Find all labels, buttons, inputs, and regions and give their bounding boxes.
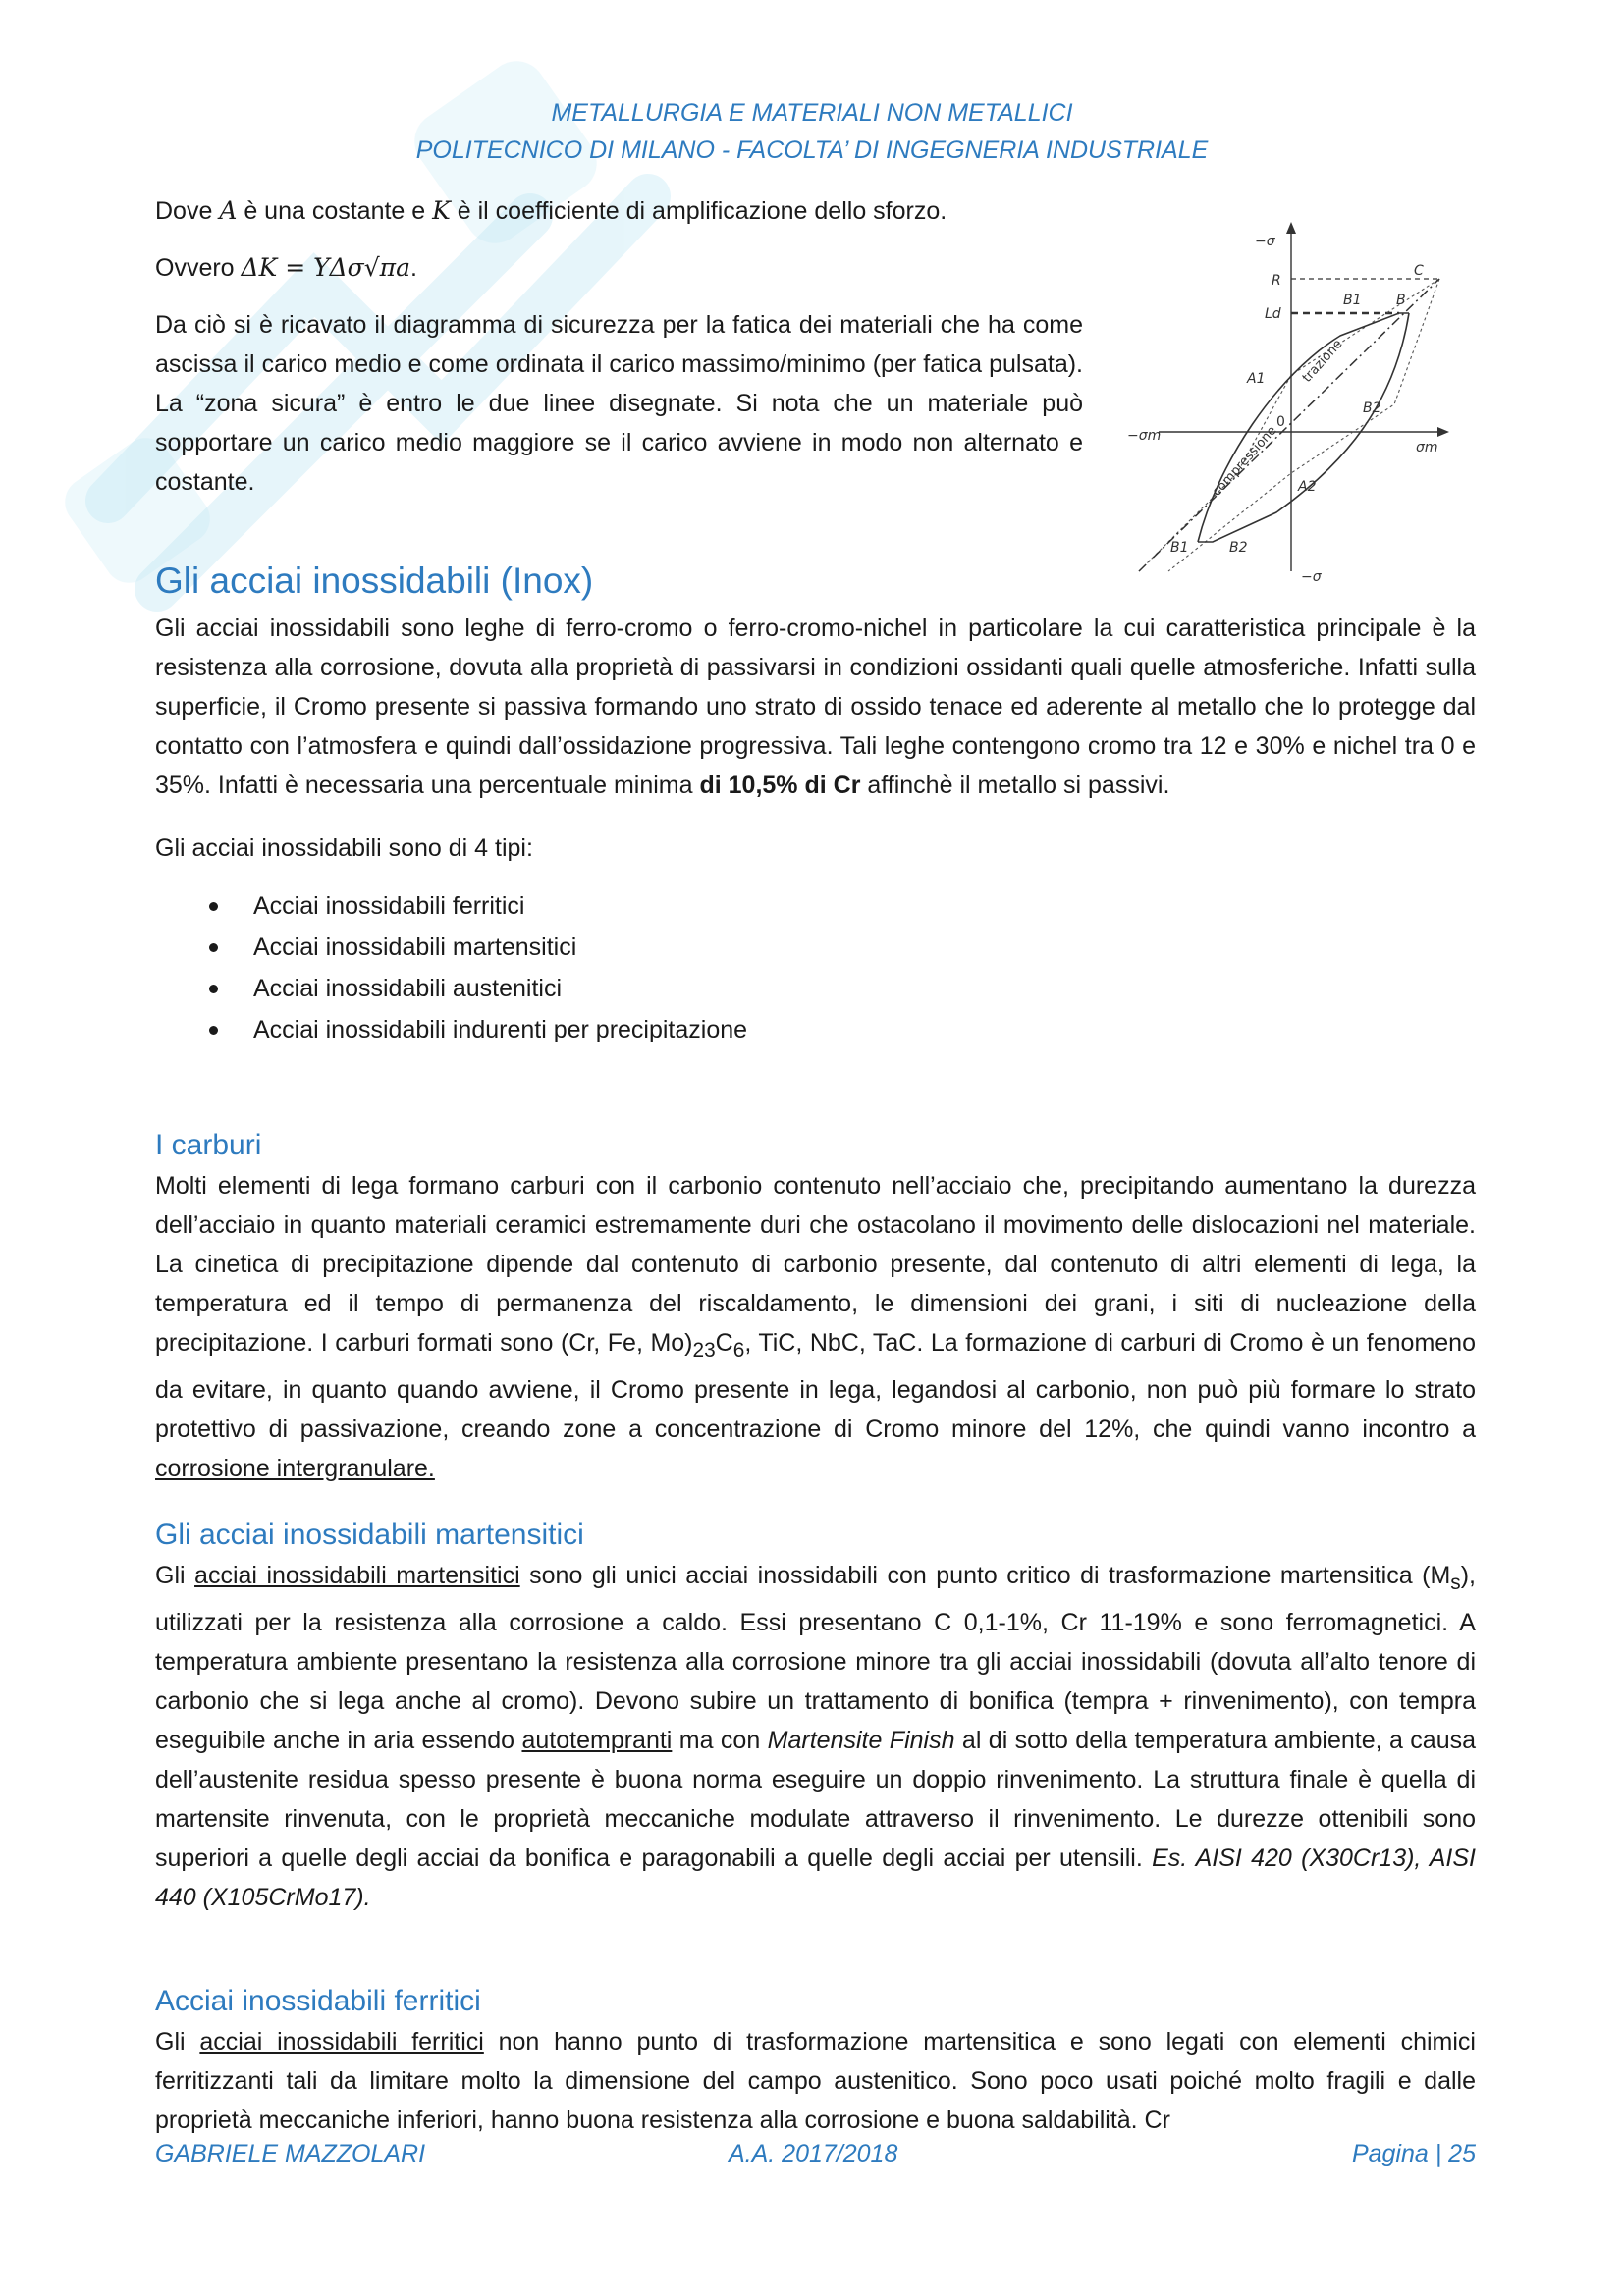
header-university: POLITECNICO DI MILANO - FACOLTA’ DI INGEGNERIA INDUSTRIALE bbox=[415, 136, 1209, 164]
label-neg-sigma-top: −σ bbox=[1255, 234, 1275, 249]
delta-k-formula: ΔK = YΔσ√πa bbox=[241, 253, 410, 282]
intro-definition: Dove A è una costante e K è il coefficiente di amplificazione dello sforzo. bbox=[155, 196, 947, 225]
label-Ld: Ld bbox=[1265, 306, 1281, 322]
list-item: Acciai inossidabili indurenti per precipitazione bbox=[155, 1009, 1476, 1050]
label-A1: A1 bbox=[1247, 371, 1266, 387]
aisi-examples: Es. AISI 420 (X30Cr13), AISI 440 (X105CrMo17). bbox=[155, 1844, 1476, 1911]
corrosione-intergranulare-term: corrosione intergranulare. bbox=[155, 1455, 435, 1482]
carburi-section bbox=[155, 1125, 1476, 1488]
carburi-paragraph: Molti elementi di lega formano carburi con il carbonio contenuto nell’acciaio che, precipitando aumentano la durezza dell’acciaio in quanto materiali ceramici estremamente duri che ostacolano il movimento delle dislocazioni nel materiale. La cinetica di precipitazione dipende dal contenuto di carbonio presente, dal contenuto di altri elementi di lega, la temperatura ed il tempo di permanenza del riscaldamento, le dimensioni dei grani, i siti di nucleazione della precipitazione. I carburi formati sono (Cr, Fe, $Mo)_{23}C_6$, TiC, NbC, TaC. La formazione di carburi di Cromo è un fenomeno da evitare, in quanto quando avviene, il Cromo presente in lega, legandosi al carbonio, non può più formare lo strato protettivo di passivazione, creando zone a concentrazione di Cromo minore del 12%, che quindi vanno incontro a corrosione intergranulare. bbox=[155, 1172, 1476, 1482]
page-header bbox=[157, 94, 1467, 169]
label-B: B bbox=[1396, 293, 1406, 308]
martensitici-section bbox=[155, 1515, 1476, 1917]
label-B1-top: B1 bbox=[1343, 293, 1362, 308]
label-sigma-m: σm bbox=[1416, 440, 1438, 455]
label-A2: A2 bbox=[1298, 479, 1317, 495]
inox-types-list bbox=[155, 885, 1476, 1050]
ferritici-paragraph: Gli acciai inossidabili ferritici non hanno punto di trasformazione martensitica e sono legati con elementi chimici ferritizzanti tali da limitare molto la dimensione del campo austenitico. Sono poco usati poiché molto fragili e dalle proprietà meccaniche inferiori, hanno buona resistenza alla corrosione e buona saldabilità. Cr bbox=[155, 2028, 1476, 2134]
martensitici-heading: Gli acciai inossidabili martensitici bbox=[155, 1519, 584, 1551]
label-B2-right: B2 bbox=[1363, 400, 1381, 416]
ferritici-heading: Acciai inossidabili ferritici bbox=[155, 1985, 481, 2017]
label-trazione: trazione bbox=[1299, 337, 1346, 386]
label-neg-sigma-m: −σm bbox=[1127, 428, 1162, 444]
list-item: Acciai inossidabili austenitici bbox=[155, 968, 1476, 1009]
inox-section bbox=[155, 558, 1476, 1050]
list-item: Acciai inossidabili martensitici bbox=[155, 927, 1476, 968]
ferritici-section bbox=[155, 1981, 1476, 2140]
label-compressione: compressione bbox=[1209, 423, 1280, 500]
label-R: R bbox=[1272, 273, 1281, 289]
martensitici-paragraph: Gli acciai inossidabili martensitici sono gli unici acciai inossidabili con punto critico di trasformazione martensitica $(M_s)$, utilizzati per la resistenza alla corrosione a caldo. Essi presentano C 0,1-1%, Cr 11-19% e sono ferromagnetici. A temperatura ambiente presentano la resistenza alla corrosione minore tra gli acciai inossidabili (dovuta all’alto tenore di carbonio che si lega anche al cromo). Devono subire un trattamento di bonifica (tempra + rinvenimento), con tempra eseguibile anche in aria essendo autotempranti ma con Martensite Finish al di sotto della temperatura ambiente, a causa dell’austenite residua spesso presente è buona norma eseguire un doppio rinvenimento. La struttura finale è quella di martensite rinvenuta, con le proprietà meccaniche modulate attraverso il rinvenimento. Le durezze ottenibili sono superiori a quelle degli acciai da bonifica e paragonabili a quelle degli acciai per utensili. Es. AISI 420 (X30Cr13), AISI 440 (X105CrMo17). bbox=[155, 1562, 1477, 1911]
carburi-heading: I carburi bbox=[155, 1129, 262, 1161]
diagonal-line bbox=[1139, 279, 1439, 571]
label-origin: 0 bbox=[1276, 414, 1285, 430]
inox-heading: Gli acciai inossidabili (Inox) bbox=[155, 561, 594, 601]
list-item: Acciai inossidabili ferritici bbox=[155, 885, 1476, 927]
intro-fatigue-paragraph: Da ciò si è ricavato il diagramma di sicurezza per la fatica dei materiali che ha come ascissa il carico medio e come ordinata il carico massimo/minimo (per fatica pulsata). La “zona sicura” è entro le due linee disegnate. Si nota che un materiale può sopportare un carico medio maggiore se il carico avviene in modo non alternato e costante. bbox=[155, 311, 1083, 496]
footer-author: GABRIELE MAZZOLARI bbox=[155, 2140, 426, 2167]
footer-academic-year: A.A. 2017/2018 bbox=[729, 2140, 898, 2167]
label-C: C bbox=[1414, 263, 1424, 279]
min-chromium-highlight: di 10,5% di Cr bbox=[699, 772, 861, 799]
footer-page-number: Pagina | 25 bbox=[1351, 2140, 1476, 2167]
inox-types-intro: Gli acciai inossidabili sono di 4 tipi: bbox=[155, 834, 533, 862]
header-course-title: METALLURGIA E MATERIALI NON METALLICI bbox=[551, 99, 1073, 127]
safe-zone-upper bbox=[1198, 313, 1409, 542]
intro-formula-line: Ovvero ΔK = YΔσ√πa. bbox=[155, 253, 417, 282]
inox-paragraph: Gli acciai inossidabili sono leghe di ferro-cromo o ferro-cromo-nichel in particolare la cui caratteristica principale è la resistenza alla corrosione, dovuta alla proprietà di passivarsi in condizioni ossidanti quali quelle atmosferiche. Infatti sulla superficie, il Cromo presente si passiva formando uno strato di ossido tenace ed aderente al metallo che lo protegge dal contatto con l’atmosfera e quindi dall’ossidazione progressiva. Tali leghe contengono cromo tra 12 e 30% e nichel tra 0 e 35%. Infatti è necessaria una percentuale minima di 10,5% di Cr affinchè il metallo si passivi. bbox=[155, 614, 1476, 799]
label-B1-bottom: B1 bbox=[1170, 540, 1189, 556]
label-neg-sigma-bottom: −σ bbox=[1301, 569, 1322, 585]
fatigue-safety-diagram bbox=[1119, 218, 1453, 586]
page-footer bbox=[155, 2140, 1476, 2179]
safe-zone-lower bbox=[1198, 313, 1409, 542]
label-B2-bottom: B2 bbox=[1229, 540, 1248, 556]
